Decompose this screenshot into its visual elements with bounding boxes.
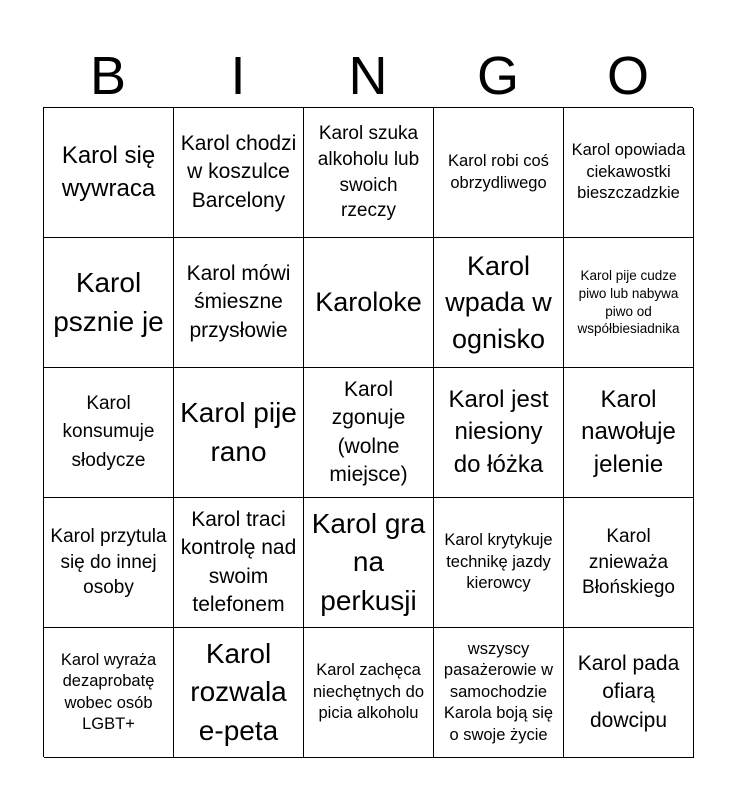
bingo-cell[interactable]: Karol robi coś obrzydliwego	[434, 108, 564, 238]
bingo-cell[interactable]: Karol jest niesiony do łóżka	[434, 368, 564, 498]
bingo-cell[interactable]: Karol zachęca niechętnych do picia alkoholu	[304, 628, 434, 758]
bingo-cell[interactable]: Karol nawołuje jelenie	[564, 368, 694, 498]
header-letter-o: O	[606, 46, 649, 106]
header-letter-g: G	[476, 46, 519, 106]
bingo-cell[interactable]: Karol konsumuje słodycze	[44, 368, 174, 498]
header-letter-b: B	[89, 46, 127, 106]
header-letter-n: N	[348, 46, 388, 106]
bingo-cell[interactable]: wszyscy pasażerowie w samochodzie Karola boją się o swoje życie	[434, 628, 564, 758]
bingo-cell[interactable]: Karol wpada w ognisko	[434, 238, 564, 368]
bingo-cell[interactable]: Karol opowiada ciekawostki bieszczadzkie	[564, 108, 694, 238]
bingo-cell[interactable]: Karol rozwala e-peta	[174, 628, 304, 758]
bingo-board	[43, 107, 693, 757]
bingo-cell[interactable]: Karol znieważa Błońskiego	[564, 498, 694, 628]
bingo-cell[interactable]: Karol pije cudze piwo lub nabywa piwo od współbiesiadnika	[564, 238, 694, 368]
bingo-cell[interactable]: Karol wyraża dezaprobatę wobec osób LGBT+	[44, 628, 174, 758]
bingo-cell[interactable]: Karol gra na perkusji	[304, 498, 434, 628]
bingo-cell[interactable]: Karol mówi śmieszne przysłowie	[174, 238, 304, 368]
bingo-cell[interactable]: Karol chodzi w koszulce Barcelony	[174, 108, 304, 238]
bingo-cell[interactable]: Karol pije rano	[174, 368, 304, 498]
bingo-cell[interactable]: Karol krytykuje technikę jazdy kierowcy	[434, 498, 564, 628]
bingo-cell[interactable]: Karol się wywraca	[44, 108, 174, 238]
bingo-cell[interactable]: Karol zgonuje (wolne miejsce)	[304, 368, 434, 498]
bingo-cell[interactable]: Karol traci kontrolę nad swoim telefonem	[174, 498, 304, 628]
bingo-cell[interactable]: Karoloke	[304, 238, 434, 368]
bingo-header	[43, 44, 693, 108]
bingo-cell[interactable]: Karol szuka alkoholu lub swoich rzeczy	[304, 108, 434, 238]
bingo-cell[interactable]: Karol przytula się do innej osoby	[44, 498, 174, 628]
bingo-cell[interactable]: Karol psznie je	[44, 238, 174, 368]
header-letter-i: I	[230, 46, 246, 106]
bingo-cell[interactable]: Karol pada ofiarą dowcipu	[564, 628, 694, 758]
